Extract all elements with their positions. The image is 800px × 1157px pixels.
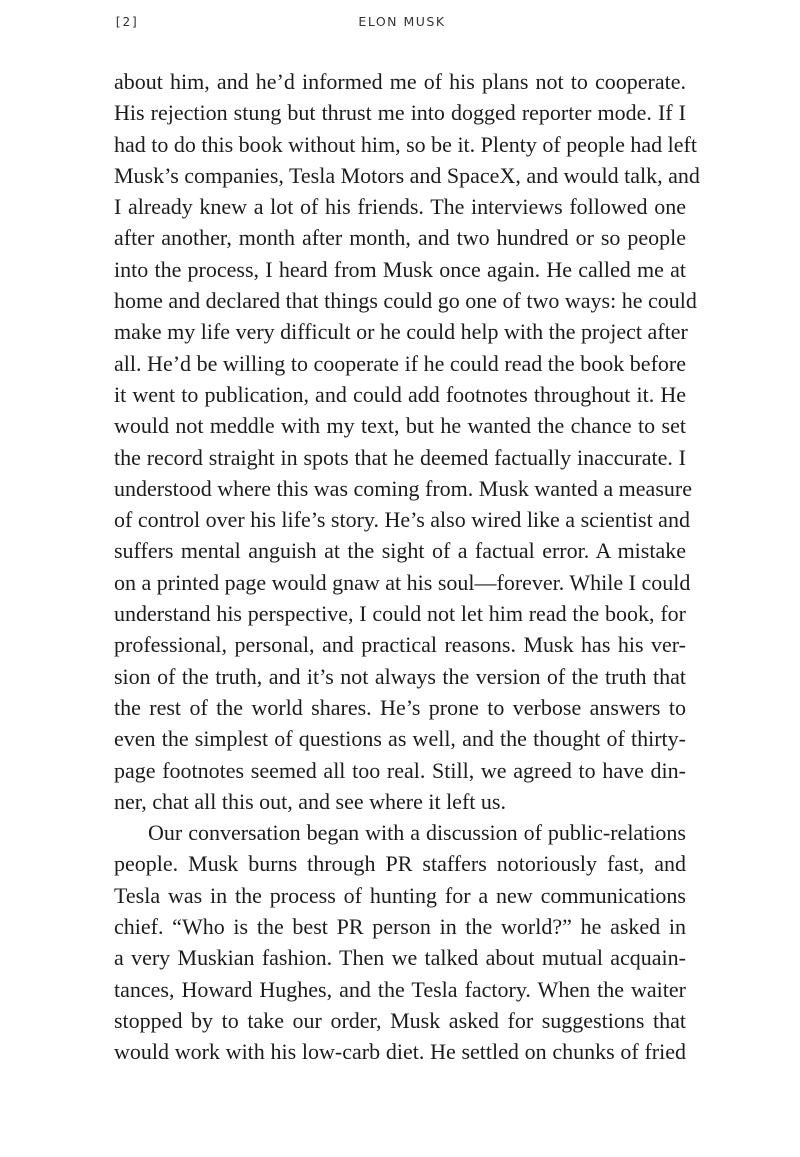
text-line: had to do this book without him, so be it. Plenty of people had left <box>114 131 697 157</box>
text-line: understand his perspective, I could not let him read the book, for <box>114 601 686 627</box>
text-line: His rejection stung but thrust me into dogged reporter mode. If I <box>114 100 686 126</box>
text-line: it went to publication, and could add footnotes throughout it. He <box>114 381 686 407</box>
text-line: after another, month after month, and two hundred or so people <box>114 225 686 251</box>
text-line: I already knew a lot of his friends. The interviews followed one <box>114 194 686 220</box>
text-line: tances, Howard Hughes, and the Tesla factory. When the waiter <box>114 976 686 1002</box>
text-line: Our conversation began with a discussion of public-relations <box>148 820 686 846</box>
paragraph <box>114 817 686 1067</box>
text-line: make my life very difficult or he could help with the project after <box>114 319 688 345</box>
text-line: even the simplest of questions as well, and the thought of thirty- <box>114 726 686 752</box>
text-line: would work with his low-carb diet. He settled on chunks of fried <box>114 1039 686 1065</box>
text-line: the record straight in spots that he deemed factually inaccurate. I <box>114 444 686 470</box>
running-head-title: ELON MUSK <box>358 14 446 29</box>
paragraph <box>114 66 700 817</box>
text-line: page footnotes seemed all too real. Still, we agreed to have din- <box>114 757 686 783</box>
text-line: about him, and he’d informed me of his plans not to cooperate. <box>114 69 686 94</box>
text-line: suffers mental anguish at the sight of a factual error. A mistake <box>114 538 686 564</box>
text-line: Tesla was in the process of hunting for a new communications <box>114 882 686 908</box>
text-line: ner, chat all this out, and see where it left us. <box>114 788 506 814</box>
text-line: all. He’d be willing to cooperate if he could read the book before <box>114 350 686 376</box>
text-line: understood where this was coming from. Musk wanted a measure <box>114 475 692 501</box>
text-line: Musk’s companies, Tesla Motors and SpaceX, and would talk, and <box>114 162 700 188</box>
text-line: stopped by to take our order, Musk asked for suggestions that <box>114 1007 686 1033</box>
text-line: would not meddle with my text, but he wanted the chance to set <box>114 413 686 439</box>
text-line: into the process, I heard from Musk once again. He called me at <box>114 256 686 282</box>
text-line: of control over his life’s story. He’s also wired like a scientist and <box>114 507 690 533</box>
text-line: a very Muskian fashion. Then we talked about mutual acquain- <box>114 945 686 971</box>
text-line: chief. “Who is the best PR person in the world?” he asked in <box>114 914 686 940</box>
text-line: people. Musk burns through PR staffers notoriously fast, and <box>114 851 686 877</box>
body-text <box>114 66 700 1068</box>
text-line: the rest of the world shares. He’s prone to verbose answers to <box>114 694 686 720</box>
text-line: home and declared that things could go one of two ways: he could <box>114 288 697 314</box>
text-line: professional, personal, and practical reasons. Musk has his ver- <box>114 632 686 658</box>
text-line: on a printed page would gnaw at his soul—forever. While I could <box>114 569 691 595</box>
page-number: [2] <box>114 14 140 29</box>
running-head <box>114 14 690 38</box>
text-line: sion of the truth, and it’s not always the version of the truth that <box>114 663 686 689</box>
